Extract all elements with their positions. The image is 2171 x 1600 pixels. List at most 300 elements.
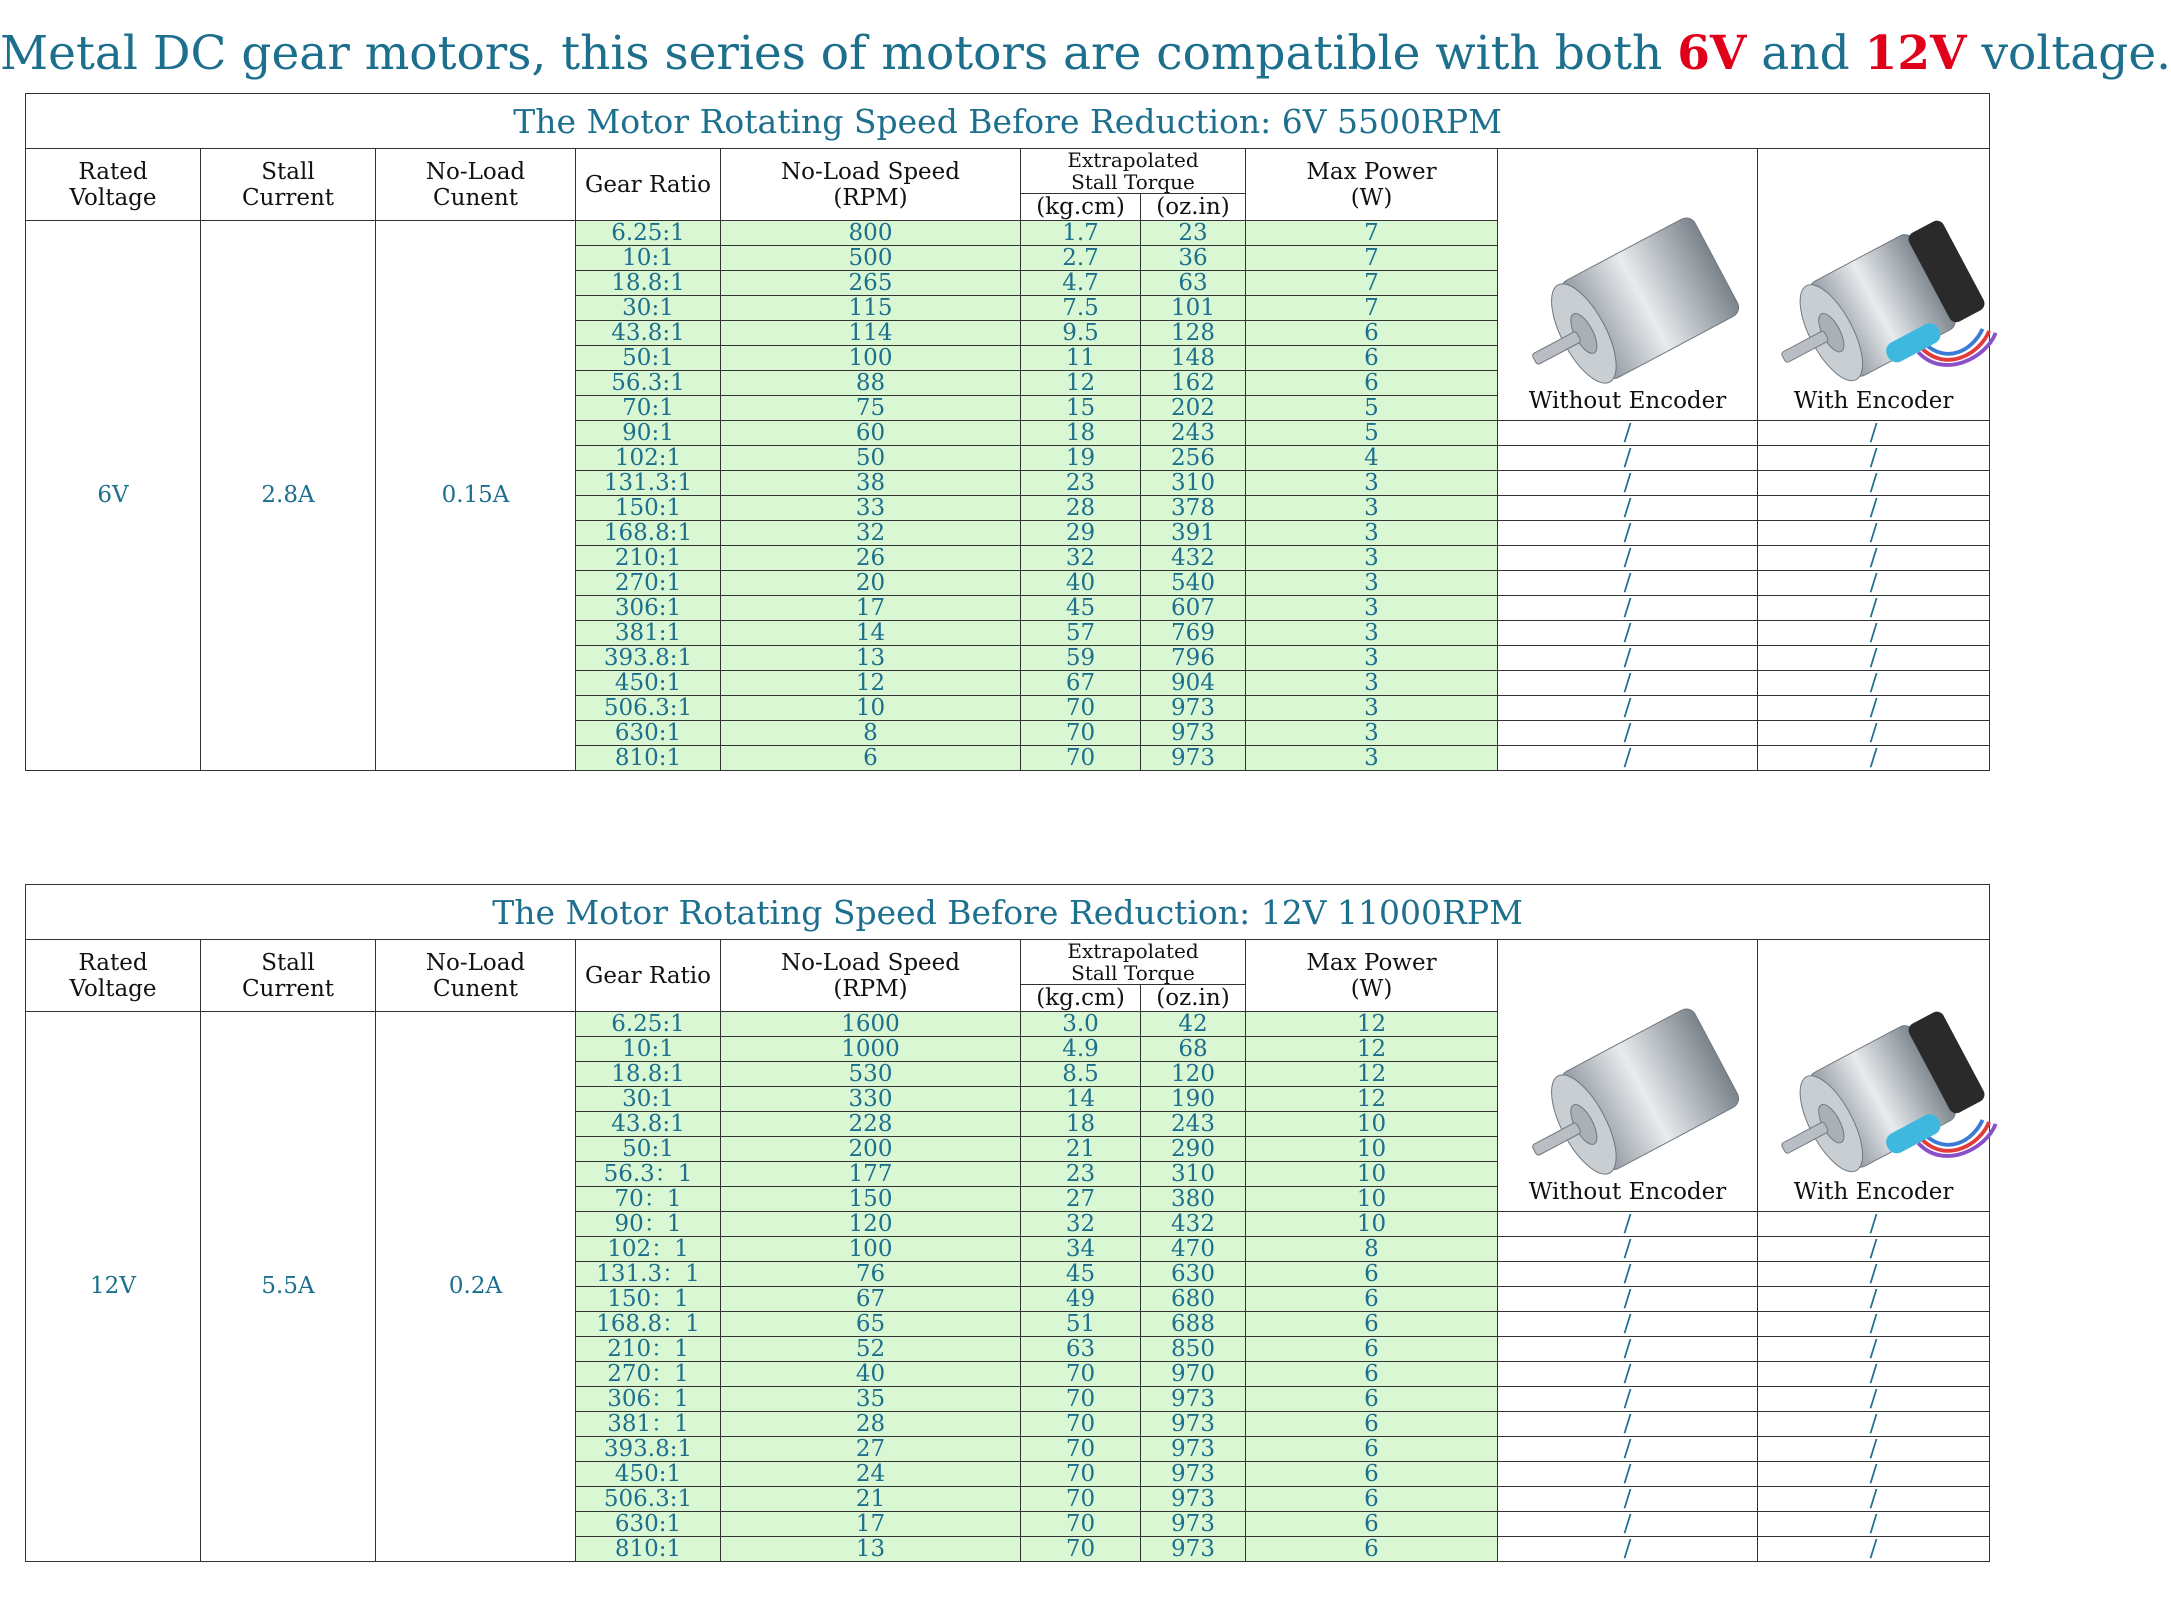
no-load-speed-cell: 24: [721, 1462, 1021, 1487]
no-load-speed-cell: 75: [721, 396, 1021, 421]
max-power-cell: 6: [1246, 1462, 1498, 1487]
no-load-speed-cell: 32: [721, 521, 1021, 546]
motor-with-encoder-image-svg: [1758, 220, 1990, 400]
with-encoder-cell: /: [1758, 1337, 1990, 1362]
max-power-cell: 6: [1246, 1362, 1498, 1387]
header-stall-torque: [1021, 149, 1246, 194]
gear-ratio-cell: 393.8:1: [576, 646, 721, 671]
gear-ratio-cell: 102:1: [576, 446, 721, 471]
no-load-speed-cell: 265: [721, 271, 1021, 296]
torque-kgcm-cell: 70: [1021, 1362, 1141, 1387]
motor-with-encoder-image-svg: [1758, 1011, 1990, 1191]
with-encoder-cell: /: [1758, 1312, 1990, 1337]
max-power-cell: 3: [1246, 646, 1498, 671]
max-power-cell: 3: [1246, 671, 1498, 696]
gear-ratio-cell: 150：1: [576, 1287, 721, 1312]
torque-ozin-cell: 630: [1141, 1262, 1246, 1287]
no-load-speed-cell: 67: [721, 1287, 1021, 1312]
max-power-cell: 3: [1246, 571, 1498, 596]
no-load-speed-cell: 330: [721, 1087, 1021, 1112]
header-no-load-speed-line-1: No-Load Speed: [780, 949, 961, 976]
torque-ozin-cell: 470: [1141, 1237, 1246, 1262]
header-no-load-speed-line-2: (RPM): [833, 975, 908, 1002]
torque-kgcm-cell: 70: [1021, 1437, 1141, 1462]
max-power-cell: 12: [1246, 1062, 1498, 1087]
torque-kgcm-cell: 45: [1021, 596, 1141, 621]
torque-ozin-cell: 310: [1141, 1162, 1246, 1187]
torque-kgcm-cell: 67: [1021, 671, 1141, 696]
max-power-cell: 6: [1246, 1287, 1498, 1312]
no-load-speed-cell: 76: [721, 1262, 1021, 1287]
gear-ratio-cell: 506.3:1: [576, 1487, 721, 1512]
max-power-cell: 3: [1246, 596, 1498, 621]
no-load-speed-cell: 17: [721, 596, 1021, 621]
with-encoder-cell: /: [1758, 1412, 1990, 1437]
torque-kgcm-cell: 9.5: [1021, 321, 1141, 346]
table-title: The Motor Rotating Speed Before Reduction: 6V 5500RPM: [26, 94, 1990, 149]
torque-ozin-cell: 970: [1141, 1362, 1246, 1387]
with-encoder-cell: /: [1758, 1287, 1990, 1312]
with-encoder-cell: /: [1758, 1212, 1990, 1237]
torque-ozin-cell: 391: [1141, 521, 1246, 546]
with-encoder-cell: /: [1758, 746, 1990, 771]
with-encoder-cell: /: [1758, 721, 1990, 746]
max-power-cell: 12: [1246, 1012, 1498, 1037]
max-power-cell: 6: [1246, 1262, 1498, 1287]
no-load-speed-cell: 100: [721, 1237, 1021, 1262]
torque-ozin-cell: 290: [1141, 1137, 1246, 1162]
spec-table-6v: [25, 93, 1990, 771]
no-load-speed-cell: 65: [721, 1312, 1021, 1337]
torque-kgcm-cell: 18: [1021, 421, 1141, 446]
gear-ratio-cell: 381：1: [576, 1412, 721, 1437]
without-encoder-cell: /: [1498, 671, 1758, 696]
torque-ozin-cell: 973: [1141, 746, 1246, 771]
gear-ratio-cell: 56.3：1: [576, 1162, 721, 1187]
torque-kgcm-cell: 70: [1021, 696, 1141, 721]
without-encoder-cell: /: [1498, 521, 1758, 546]
headline-text: Metal DC gear motors, this series of motors are compatible with both: [0, 26, 1678, 81]
no-load-speed-cell: 60: [721, 421, 1021, 446]
no-load-speed-cell: 120: [721, 1212, 1021, 1237]
stall-current-value: 2.8A: [201, 221, 376, 771]
torque-kgcm-cell: 51: [1021, 1312, 1141, 1337]
with-encoder-cell: /: [1758, 696, 1990, 721]
torque-kgcm-cell: 40: [1021, 571, 1141, 596]
gear-ratio-cell: 630:1: [576, 721, 721, 746]
header-stall-current-line-2: Current: [241, 184, 335, 211]
torque-ozin-cell: 202: [1141, 396, 1246, 421]
torque-kgcm-cell: 59: [1021, 646, 1141, 671]
gear-ratio-cell: 306:1: [576, 596, 721, 621]
header-torque-kgcm: (kg.cm): [1021, 194, 1141, 221]
header-stall-torque: [1021, 940, 1246, 985]
gear-ratio-cell: 270:1: [576, 571, 721, 596]
max-power-cell: 7: [1246, 271, 1498, 296]
no-load-speed-cell: 27: [721, 1437, 1021, 1462]
header-no-load-speed-line-1: No-Load Speed: [780, 158, 961, 185]
with-encoder-cell: /: [1758, 1362, 1990, 1387]
header-stall-torque-line-2: Stall Torque: [1071, 961, 1195, 985]
gear-ratio-cell: 10:1: [576, 1037, 721, 1062]
torque-ozin-cell: 850: [1141, 1337, 1246, 1362]
without-encoder-cell: /: [1498, 571, 1758, 596]
header-stall-current-line-1: Stall: [261, 949, 315, 976]
torque-ozin-cell: 796: [1141, 646, 1246, 671]
gear-ratio-cell: 131.3：1: [576, 1262, 721, 1287]
max-power-cell: 5: [1246, 421, 1498, 446]
max-power-cell: 3: [1246, 546, 1498, 571]
with-encoder-cell: /: [1758, 1262, 1990, 1287]
gear-ratio-cell: 50:1: [576, 346, 721, 371]
no-load-speed-cell: 52: [721, 1337, 1021, 1362]
image-cell-without-encoder: [1498, 940, 1758, 1212]
no-load-speed-cell: 228: [721, 1112, 1021, 1137]
no-load-speed-cell: 200: [721, 1137, 1021, 1162]
no-load-speed-cell: 28: [721, 1412, 1021, 1437]
without-encoder-cell: /: [1498, 1262, 1758, 1287]
gear-ratio-cell: 10:1: [576, 246, 721, 271]
header-gear-ratio: Gear Ratio: [576, 149, 721, 221]
gear-ratio-cell: 270：1: [576, 1362, 721, 1387]
max-power-cell: 6: [1246, 1437, 1498, 1462]
max-power-cell: 10: [1246, 1212, 1498, 1237]
torque-ozin-cell: 680: [1141, 1287, 1246, 1312]
stall-current-value: 5.5A: [201, 1012, 376, 1562]
torque-kgcm-cell: 70: [1021, 1462, 1141, 1487]
torque-kgcm-cell: 23: [1021, 471, 1141, 496]
with-encoder-cell: /: [1758, 1462, 1990, 1487]
header-max-power-line-1: Max Power: [1306, 949, 1437, 976]
header-no-load-current-line-1: No-Load: [425, 158, 526, 185]
max-power-cell: 6: [1246, 346, 1498, 371]
image-cell-with-encoder: [1758, 149, 1990, 421]
max-power-cell: 8: [1246, 1237, 1498, 1262]
torque-kgcm-cell: 49: [1021, 1287, 1141, 1312]
no-load-speed-cell: 88: [721, 371, 1021, 396]
max-power-cell: 12: [1246, 1087, 1498, 1112]
no-load-speed-cell: 26: [721, 546, 1021, 571]
torque-kgcm-cell: 28: [1021, 496, 1141, 521]
motor-without-encoder-caption: Without Encoder: [1528, 388, 1727, 414]
header-rated-voltage-line-2: Voltage: [69, 975, 157, 1002]
motor-without-encoder-caption: Without Encoder: [1528, 1179, 1727, 1205]
torque-kgcm-cell: 27: [1021, 1187, 1141, 1212]
gear-ratio-cell: 30:1: [576, 1087, 721, 1112]
gear-ratio-cell: 102：1: [576, 1237, 721, 1262]
torque-ozin-cell: 769: [1141, 621, 1246, 646]
no-load-speed-cell: 10: [721, 696, 1021, 721]
with-encoder-cell: /: [1758, 571, 1990, 596]
with-encoder-cell: /: [1758, 546, 1990, 571]
torque-kgcm-cell: 29: [1021, 521, 1141, 546]
no-load-speed-cell: 38: [721, 471, 1021, 496]
motor-with-encoder-caption: With Encoder: [1793, 388, 1954, 414]
gear-ratio-cell: 393.8:1: [576, 1437, 721, 1462]
no-load-speed-cell: 50: [721, 446, 1021, 471]
header-stall-current-line-2: Current: [241, 975, 335, 1002]
no-load-speed-cell: 14: [721, 621, 1021, 646]
without-encoder-cell: /: [1498, 446, 1758, 471]
gear-ratio-cell: 18.8:1: [576, 271, 721, 296]
with-encoder-cell: /: [1758, 496, 1990, 521]
torque-kgcm-cell: 63: [1021, 1337, 1141, 1362]
torque-ozin-cell: 688: [1141, 1312, 1246, 1337]
torque-kgcm-cell: 32: [1021, 1212, 1141, 1237]
no-load-speed-cell: 114: [721, 321, 1021, 346]
header-no-load-current-line-2: Cunent: [433, 975, 518, 1002]
max-power-cell: 6: [1246, 1537, 1498, 1562]
torque-kgcm-cell: 11: [1021, 346, 1141, 371]
max-power-cell: 7: [1246, 296, 1498, 321]
header-rated-voltage: [26, 940, 201, 1012]
max-power-cell: 6: [1246, 1412, 1498, 1437]
torque-ozin-cell: 23: [1141, 221, 1246, 246]
torque-ozin-cell: 101: [1141, 296, 1246, 321]
with-encoder-cell: /: [1758, 621, 1990, 646]
torque-ozin-cell: 973: [1141, 1462, 1246, 1487]
with-encoder-cell: /: [1758, 521, 1990, 546]
no-load-current-value: 0.15A: [376, 221, 576, 771]
no-load-speed-cell: 33: [721, 496, 1021, 521]
torque-kgcm-cell: 57: [1021, 621, 1141, 646]
torque-ozin-cell: 973: [1141, 1437, 1246, 1462]
no-load-speed-cell: 17: [721, 1512, 1021, 1537]
gear-ratio-cell: 18.8:1: [576, 1062, 721, 1087]
no-load-speed-cell: 12: [721, 671, 1021, 696]
no-load-speed-cell: 530: [721, 1062, 1021, 1087]
without-encoder-cell: /: [1498, 696, 1758, 721]
header-no-load-current-line-1: No-Load: [425, 949, 526, 976]
torque-ozin-cell: 190: [1141, 1087, 1246, 1112]
no-load-speed-cell: 177: [721, 1162, 1021, 1187]
headline-text-end: voltage.: [1966, 26, 2171, 81]
spec-table-12v: [25, 884, 1990, 1562]
with-encoder-cell: /: [1758, 1437, 1990, 1462]
torque-ozin-cell: 380: [1141, 1187, 1246, 1212]
no-load-speed-cell: 150: [721, 1187, 1021, 1212]
without-encoder-cell: /: [1498, 646, 1758, 671]
torque-kgcm-cell: 7.5: [1021, 296, 1141, 321]
without-encoder-cell: /: [1498, 1312, 1758, 1337]
torque-ozin-cell: 973: [1141, 1387, 1246, 1412]
no-load-speed-cell: 6: [721, 746, 1021, 771]
without-encoder-cell: /: [1498, 421, 1758, 446]
gear-ratio-cell: 6.25:1: [576, 221, 721, 246]
gear-ratio-cell: 50:1: [576, 1137, 721, 1162]
torque-ozin-cell: 378: [1141, 496, 1246, 521]
with-encoder-cell: /: [1758, 1512, 1990, 1537]
max-power-cell: 3: [1246, 746, 1498, 771]
with-encoder-cell: /: [1758, 471, 1990, 496]
header-stall-current: [201, 149, 376, 221]
max-power-cell: 10: [1246, 1112, 1498, 1137]
without-encoder-cell: /: [1498, 1437, 1758, 1462]
torque-ozin-cell: 128: [1141, 321, 1246, 346]
header-no-load-current-line-2: Cunent: [433, 184, 518, 211]
torque-kgcm-cell: 70: [1021, 721, 1141, 746]
gear-ratio-cell: 6.25:1: [576, 1012, 721, 1037]
gear-ratio-cell: 381:1: [576, 621, 721, 646]
without-encoder-cell: /: [1498, 546, 1758, 571]
with-encoder-cell: /: [1758, 1387, 1990, 1412]
max-power-cell: 3: [1246, 471, 1498, 496]
gear-ratio-cell: 56.3:1: [576, 371, 721, 396]
no-load-speed-cell: 1600: [721, 1012, 1021, 1037]
without-encoder-cell: /: [1498, 1362, 1758, 1387]
torque-ozin-cell: 310: [1141, 471, 1246, 496]
header-stall-torque-line-2: Stall Torque: [1071, 170, 1195, 194]
max-power-cell: 6: [1246, 1312, 1498, 1337]
with-encoder-cell: /: [1758, 646, 1990, 671]
torque-kgcm-cell: 19: [1021, 446, 1141, 471]
max-power-cell: 6: [1246, 321, 1498, 346]
without-encoder-cell: /: [1498, 1512, 1758, 1537]
torque-ozin-cell: 904: [1141, 671, 1246, 696]
no-load-speed-cell: 13: [721, 646, 1021, 671]
no-load-speed-cell: 8: [721, 721, 1021, 746]
gear-ratio-cell: 210：1: [576, 1337, 721, 1362]
headline-text-and: and: [1746, 26, 1865, 81]
image-cell-with-encoder: [1758, 940, 1990, 1212]
gear-ratio-cell: 630:1: [576, 1512, 721, 1537]
with-encoder-cell: /: [1758, 421, 1990, 446]
gear-ratio-cell: 810:1: [576, 1537, 721, 1562]
torque-ozin-cell: 162: [1141, 371, 1246, 396]
motor-with-encoder-image-wrap: [1758, 220, 1989, 420]
max-power-cell: 12: [1246, 1037, 1498, 1062]
torque-ozin-cell: 973: [1141, 1537, 1246, 1562]
torque-ozin-cell: 256: [1141, 446, 1246, 471]
max-power-cell: 3: [1246, 521, 1498, 546]
header-stall-current-line-1: Stall: [261, 158, 315, 185]
no-load-speed-cell: 35: [721, 1387, 1021, 1412]
gear-ratio-cell: 70：1: [576, 1187, 721, 1212]
table-title: The Motor Rotating Speed Before Reduction: 12V 11000RPM: [26, 885, 1990, 940]
gear-ratio-cell: 30:1: [576, 296, 721, 321]
torque-ozin-cell: 68: [1141, 1037, 1246, 1062]
max-power-cell: 10: [1246, 1137, 1498, 1162]
header-no-load-current: [376, 940, 576, 1012]
headline-12v: 12V: [1864, 26, 1967, 81]
without-encoder-cell: /: [1498, 496, 1758, 521]
header-rated-voltage-line-1: Rated: [78, 949, 148, 976]
header-rated-voltage-line-1: Rated: [78, 158, 148, 185]
torque-ozin-cell: 243: [1141, 421, 1246, 446]
torque-kgcm-cell: 4.7: [1021, 271, 1141, 296]
torque-kgcm-cell: 8.5: [1021, 1062, 1141, 1087]
with-encoder-cell: /: [1758, 1237, 1990, 1262]
header-no-load-speed: [721, 940, 1021, 1012]
with-encoder-cell: /: [1758, 596, 1990, 621]
max-power-cell: 6: [1246, 371, 1498, 396]
gear-ratio-cell: 168.8：1: [576, 1312, 721, 1337]
without-encoder-cell: /: [1498, 1237, 1758, 1262]
torque-ozin-cell: 243: [1141, 1112, 1246, 1137]
max-power-cell: 6: [1246, 1512, 1498, 1537]
torque-ozin-cell: 973: [1141, 696, 1246, 721]
torque-kgcm-cell: 70: [1021, 1512, 1141, 1537]
no-load-speed-cell: 100: [721, 346, 1021, 371]
page-headline: [0, 14, 2171, 94]
gear-ratio-cell: 131.3:1: [576, 471, 721, 496]
torque-ozin-cell: 540: [1141, 571, 1246, 596]
gear-ratio-cell: 150:1: [576, 496, 721, 521]
gear-ratio-cell: 43.8:1: [576, 1112, 721, 1137]
header-stall-torque-line-1: Extrapolated: [1067, 939, 1199, 963]
gear-ratio-cell: 450:1: [576, 671, 721, 696]
header-no-load-speed-line-2: (RPM): [833, 184, 908, 211]
without-encoder-cell: /: [1498, 1387, 1758, 1412]
without-encoder-cell: /: [1498, 621, 1758, 646]
motor-without-encoder-image-wrap: [1498, 1011, 1757, 1211]
no-load-speed-cell: 13: [721, 1537, 1021, 1562]
torque-kgcm-cell: 45: [1021, 1262, 1141, 1287]
header-max-power-line-2: (W): [1350, 975, 1393, 1002]
without-encoder-cell: /: [1498, 1287, 1758, 1312]
motor-without-encoder-image-svg: [1498, 220, 1758, 400]
torque-kgcm-cell: 70: [1021, 1387, 1141, 1412]
torque-kgcm-cell: 70: [1021, 1537, 1141, 1562]
max-power-cell: 10: [1246, 1187, 1498, 1212]
with-encoder-cell: /: [1758, 1537, 1990, 1562]
max-power-cell: 4: [1246, 446, 1498, 471]
torque-kgcm-cell: 18: [1021, 1112, 1141, 1137]
max-power-cell: 5: [1246, 396, 1498, 421]
gear-ratio-cell: 506.3:1: [576, 696, 721, 721]
header-rated-voltage-line-2: Voltage: [69, 184, 157, 211]
without-encoder-cell: /: [1498, 1462, 1758, 1487]
header-stall-current: [201, 940, 376, 1012]
without-encoder-cell: /: [1498, 1537, 1758, 1562]
gear-ratio-cell: 306：1: [576, 1387, 721, 1412]
max-power-cell: 7: [1246, 221, 1498, 246]
with-encoder-cell: /: [1758, 671, 1990, 696]
torque-kgcm-cell: 3.0: [1021, 1012, 1141, 1037]
torque-ozin-cell: 432: [1141, 546, 1246, 571]
header-rated-voltage: [26, 149, 201, 221]
torque-kgcm-cell: 12: [1021, 371, 1141, 396]
torque-ozin-cell: 973: [1141, 1412, 1246, 1437]
motor-without-encoder-image-svg: [1498, 1011, 1758, 1191]
no-load-speed-cell: 1000: [721, 1037, 1021, 1062]
max-power-cell: 6: [1246, 1487, 1498, 1512]
torque-kgcm-cell: 14: [1021, 1087, 1141, 1112]
torque-ozin-cell: 36: [1141, 246, 1246, 271]
header-gear-ratio: Gear Ratio: [576, 940, 721, 1012]
no-load-speed-cell: 800: [721, 221, 1021, 246]
torque-kgcm-cell: 15: [1021, 396, 1141, 421]
headline-6v: 6V: [1677, 26, 1747, 81]
max-power-cell: 6: [1246, 1337, 1498, 1362]
no-load-speed-cell: 500: [721, 246, 1021, 271]
torque-kgcm-cell: 21: [1021, 1137, 1141, 1162]
torque-kgcm-cell: 70: [1021, 1412, 1141, 1437]
no-load-speed-cell: 40: [721, 1362, 1021, 1387]
max-power-cell: 3: [1246, 696, 1498, 721]
without-encoder-cell: /: [1498, 471, 1758, 496]
gear-ratio-cell: 70:1: [576, 396, 721, 421]
header-no-load-current: [376, 149, 576, 221]
torque-ozin-cell: 973: [1141, 1512, 1246, 1537]
max-power-cell: 3: [1246, 621, 1498, 646]
torque-ozin-cell: 973: [1141, 1487, 1246, 1512]
header-torque-ozin: (oz.in): [1141, 194, 1246, 221]
no-load-speed-cell: 115: [721, 296, 1021, 321]
torque-kgcm-cell: 34: [1021, 1237, 1141, 1262]
header-stall-torque-line-1: Extrapolated: [1067, 148, 1199, 172]
header-max-power-line-1: Max Power: [1306, 158, 1437, 185]
